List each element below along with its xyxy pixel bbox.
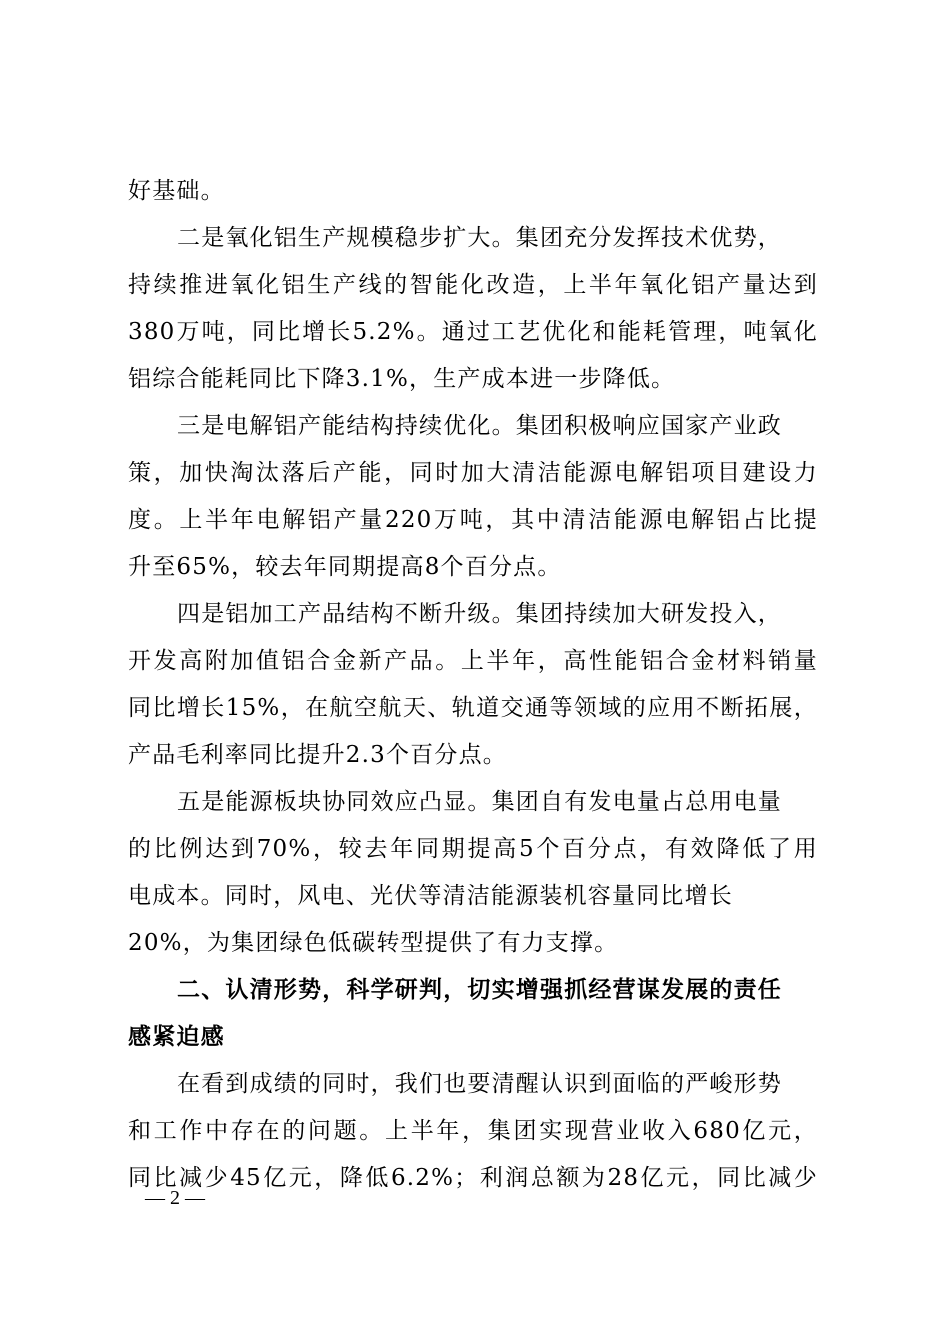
text-line: 四是铝加工产品结构不断升级。集团持续加大研发投入， — [177, 601, 782, 627]
text-line: 和工作中存在的问题。上半年，集团实现营业收入680亿元， — [128, 1118, 818, 1144]
text-line: 升至65%，较去年同期提高8个百分点。 — [128, 554, 562, 580]
text-line: 同比减少45亿元，降低6.2%；利润总额为28亿元，同比减少 — [128, 1165, 818, 1191]
section-heading-continued: 感紧迫感 — [128, 1024, 225, 1050]
text-line: 在看到成绩的同时，我们也要清醒认识到面临的严峻形势 — [177, 1071, 782, 1097]
document-body — [128, 168, 818, 1202]
text-line: 20%，为集团绿色低碳转型提供了有力支撑。 — [128, 930, 619, 956]
text-line: 同比增长15%，在航空航天、轨道交通等领域的应用不断拓展， — [128, 695, 818, 721]
text-line: 380万吨，同比增长5.2%。通过工艺优化和能耗管理，吨氧化 — [128, 319, 818, 345]
text-line: 的比例达到70%，较去年同期提高5个百分点，有效降低了用 — [128, 836, 818, 862]
text-line: 策，加快淘汰落后产能，同时加大清洁能源电解铝项目建设力 — [128, 460, 818, 486]
text-line: 好基础。 — [128, 178, 225, 204]
text-line: 五是能源板块协同效应凸显。集团自有发电量占总用电量 — [177, 789, 782, 815]
text-line: 产品毛利率同比提升2.3个百分点。 — [128, 742, 507, 768]
text-line: 开发高附加值铝合金新产品。上半年，高性能铝合金材料销量 — [128, 648, 818, 674]
section-heading: 二、认清形势，科学研判，切实增强抓经营谋发展的责任 — [177, 977, 782, 1003]
text-line: 持续推进氧化铝生产线的智能化改造，上半年氧化铝产量达到 — [128, 272, 818, 298]
text-line: 二是氧化铝生产规模稳步扩大。集团充分发挥技术优势， — [177, 225, 782, 251]
text-line: 电成本。同时，风电、光伏等清洁能源装机容量同比增长 — [128, 883, 733, 909]
text-line: 度。上半年电解铝产量220万吨，其中清洁能源电解铝占比提 — [128, 507, 818, 533]
text-line: 铝综合能耗同比下降3.1%，生产成本进一步降低。 — [128, 366, 676, 392]
page-number: — 2 — — [145, 1187, 205, 1209]
text-line: 三是电解铝产能结构持续优化。集团积极响应国家产业政 — [177, 413, 782, 439]
